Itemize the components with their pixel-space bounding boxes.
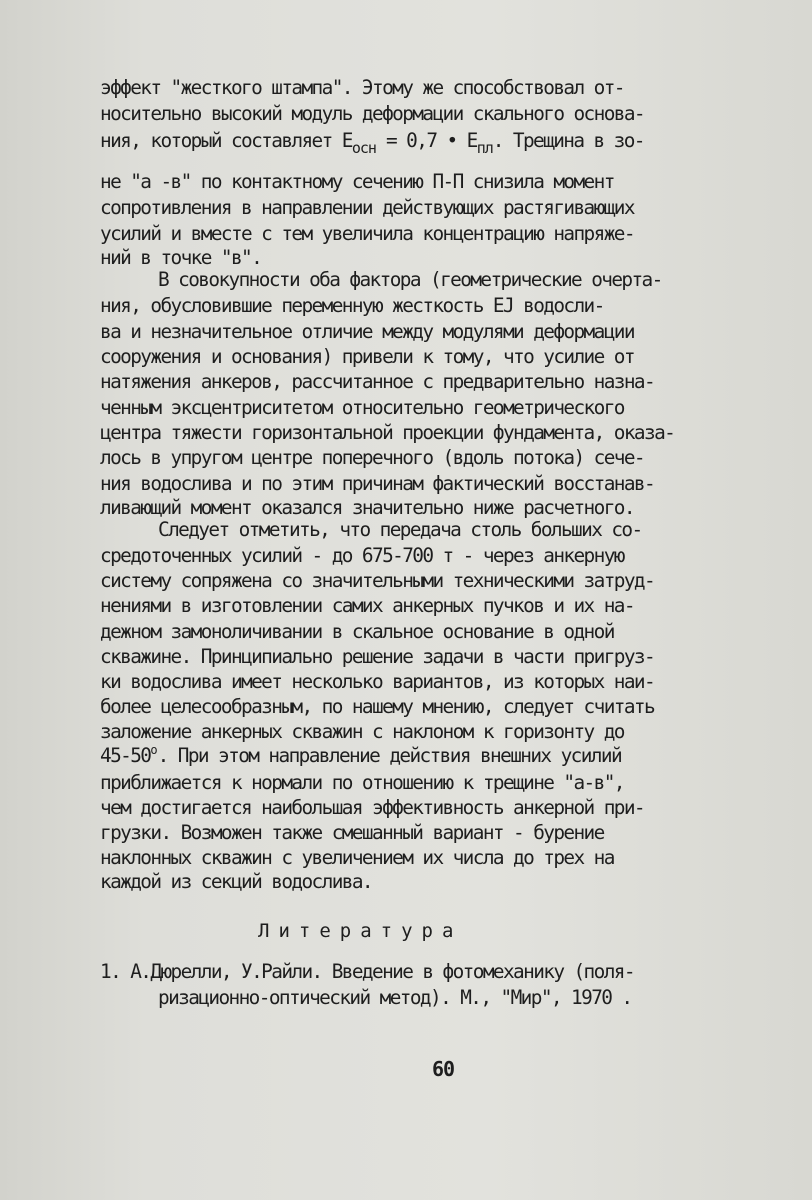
text-line-3-formula: ния, который составляет $E_{осн} = 0,7$ • $E_{пл}$. Трещина в зо-	[100, 129, 644, 157]
text-line-21: нениями в изготовлении самих анкерных пучков и их на-	[100, 594, 634, 617]
text-line-5: сопротивления в направлении действующих растягивающих	[100, 196, 634, 219]
text-line-18: Следует отметить, что передача столь больших со-	[158, 518, 642, 541]
literature-heading: Литература	[258, 920, 463, 942]
text-line-11: сооружения и основания) привели к тому, что усилие от	[100, 345, 634, 368]
text-line-19: средоточенных усилий - до 675-700 т - через анкерную	[100, 544, 624, 567]
text-line-9: ния, обусловившие переменную жесткость EJ водосли-	[100, 294, 604, 317]
text-line-25: более целесообразным, по нашему мнению, следует считать	[100, 695, 655, 718]
text-line-15: лось в упругом центре поперечного (вдоль потока) сече-	[100, 446, 645, 469]
text-line-23: скважине. Принципиально решение задачи в части пригруз-	[100, 645, 655, 668]
reference-1-line-2: ризационно-оптический метод). М., "Мир", 1970 .	[158, 986, 632, 1009]
text-line-22: дежном замоноличивании в скальное основание в одной	[100, 620, 614, 643]
text-line-6: усилий и вместе с тем увеличила концентрацию напряже-	[100, 222, 634, 245]
text-line-32: каждой из секций водослива.	[100, 870, 373, 893]
text-line-16: ния водослива и по этим причинам фактический восстанав-	[100, 472, 655, 495]
reference-1-line-1: 1. А.Дюрелли, У.Райли. Введение в фотомеханику (поля-	[100, 960, 634, 983]
text-line-30: грузки. Возможен также смешанный вариант - бурение	[100, 821, 604, 844]
text-line-12: натяжения анкеров, рассчитанное с предварительно назна-	[100, 370, 655, 393]
text-line-26: заложение анкерных скважин с наклоном к горизонту до	[100, 720, 624, 743]
text-line-27-degrees: $45-50^о$. При этом направление действия внешних усилий	[100, 743, 622, 767]
text-line-13: ченным эксцентриситетом относительно геометрического	[100, 396, 624, 419]
text-line-1: эффект "жесткого штампа". Этому же способствовал от-	[100, 76, 624, 99]
text-line-14: центра тяжести горизонтальной проекции фундамента, оказа-	[100, 421, 675, 444]
text-line-24: ки водослива имеет несколько вариантов, из которых наи-	[100, 670, 655, 693]
text-line-2: носительно высокий модуль деформации скального основа-	[100, 102, 645, 125]
text-line-20: систему сопряжена со значительными техническими затруд-	[100, 569, 655, 592]
text-line-29: чем достигается наибольшая эффективность анкерной при-	[100, 796, 645, 819]
text-line-17: ливающий момент оказался значительно ниже расчетного.	[100, 496, 634, 519]
text-line-10: ва и незначительное отличие между модулями деформации	[100, 320, 634, 343]
text-line-7: ний в точке "в".	[100, 246, 262, 269]
page-number: 60	[432, 1057, 455, 1081]
text-line-31: наклонных скважин с увеличением их числа до трех на	[100, 846, 614, 869]
text-line-8: В совокупности оба фактора (геометрические очерта-	[158, 268, 662, 291]
text-line-28: приближается к нормали по отношению к трещине "а-в",	[100, 771, 624, 794]
text-line-4: не "а -в" по контактному сечению П-П снизила момент	[100, 170, 614, 193]
